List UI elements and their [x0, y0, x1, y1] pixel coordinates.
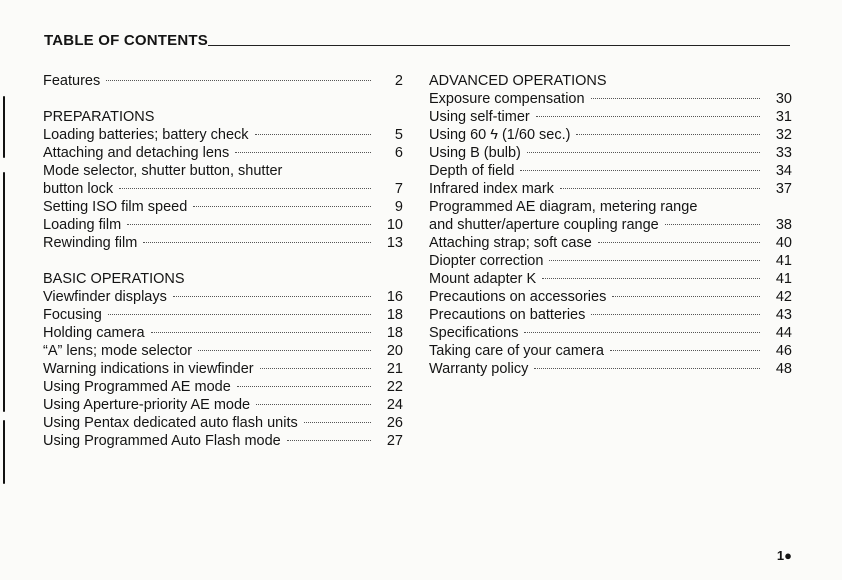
toc-entry-page: 43 — [775, 307, 792, 323]
toc-entry — [43, 72, 403, 90]
toc-entry-label: Infrared index mark — [429, 181, 554, 197]
toc-entry-label: Depth of field — [429, 163, 515, 179]
toc-entry — [43, 306, 403, 324]
toc-entry-label: Diopter correction — [429, 253, 544, 269]
toc-entry-label: Focusing — [43, 307, 102, 323]
toc-entry — [43, 234, 403, 252]
leader-dots — [260, 368, 371, 369]
toc-entry — [43, 216, 403, 234]
toc-entry-page: 44 — [775, 325, 792, 341]
leader-dots — [108, 314, 371, 315]
leader-dots — [255, 134, 371, 135]
toc-entry-label: Taking care of your camera — [429, 343, 604, 359]
leader-dots — [598, 242, 760, 243]
toc-entry-label: Using Programmed Auto Flash mode — [43, 433, 281, 449]
toc-entry-page: 26 — [386, 415, 403, 431]
leader-dots — [143, 242, 371, 243]
binding-mark-top — [3, 96, 5, 158]
toc-entry-label: Warranty policy — [429, 361, 529, 377]
toc-entry — [429, 144, 792, 162]
toc-entry-page: 6 — [394, 145, 403, 161]
section-heading-label: ADVANCED OPERATIONS — [429, 73, 607, 89]
toc-entry-label: Specifications — [429, 325, 519, 341]
toc-entry-label: Holding camera — [43, 325, 145, 341]
toc-entry — [429, 252, 792, 270]
toc-entry — [43, 324, 403, 342]
toc-entry — [43, 288, 403, 306]
toc-entry — [43, 198, 403, 216]
toc-entry-text — [43, 162, 403, 180]
leader-dots — [173, 296, 371, 297]
toc-entry-label: Exposure compensation — [429, 91, 585, 107]
toc-entry-label: Using 60 ϟ (1/60 sec.) — [429, 127, 571, 143]
section-heading-label: PREPARATIONS — [43, 109, 155, 125]
toc-entry-page: 41 — [775, 253, 792, 269]
left-column — [43, 72, 403, 450]
toc-entry — [429, 180, 792, 198]
toc-entry — [429, 360, 792, 378]
section-heading-label: BASIC OPERATIONS — [43, 271, 185, 287]
toc-entry — [429, 288, 792, 306]
toc-entry-page: 42 — [775, 289, 792, 305]
toc-entry — [43, 180, 403, 198]
leader-dots — [520, 170, 760, 171]
toc-entry-label: Setting ISO film speed — [43, 199, 188, 215]
toc-entry-label: Using Aperture-priority AE mode — [43, 397, 251, 413]
leader-dots — [237, 386, 371, 387]
toc-entry-page: 37 — [775, 181, 792, 197]
toc-entry — [429, 234, 792, 252]
toc-entry-page: 31 — [775, 109, 792, 125]
binding-mark-middle — [3, 172, 5, 412]
toc-entry-page: 5 — [394, 127, 403, 143]
toc-entry-label: Mount adapter K — [429, 271, 537, 287]
leader-dots — [235, 152, 371, 153]
toc-entry-page: 27 — [386, 433, 403, 449]
toc-entry-page: 24 — [386, 397, 403, 413]
toc-entry — [43, 432, 403, 450]
toc-entry-page: 16 — [386, 289, 403, 305]
leader-dots — [256, 404, 371, 405]
leader-dots — [198, 350, 371, 351]
toc-entry-page: 38 — [775, 217, 792, 233]
leader-dots — [542, 278, 760, 279]
leader-dots — [591, 98, 760, 99]
section-gap — [43, 90, 403, 108]
toc-entry-page: 46 — [775, 343, 792, 359]
toc-entry — [429, 108, 792, 126]
leader-dots — [304, 422, 371, 423]
toc-entry-label: Using Pentax dedicated auto flash units — [43, 415, 298, 431]
toc-entry — [429, 162, 792, 180]
leader-dots — [576, 134, 760, 135]
toc-entry — [43, 414, 403, 432]
toc-entry — [43, 378, 403, 396]
toc-entry — [429, 306, 792, 324]
toc-entry-page: 33 — [775, 145, 792, 161]
leader-dots — [119, 188, 371, 189]
toc-entry-label: Precautions on accessories — [429, 289, 607, 305]
toc-entry-label: Using Programmed AE mode — [43, 379, 231, 395]
toc-entry — [43, 360, 403, 378]
toc-entry-label: Loading batteries; battery check — [43, 127, 249, 143]
toc-entry-label: Programmed AE diagram, metering range — [429, 199, 698, 215]
title-row — [44, 32, 790, 49]
toc-entry-label: Mode selector, shutter button, shutter — [43, 163, 283, 179]
toc-entry-page: 20 — [386, 343, 403, 359]
toc-entry-label: Rewinding film — [43, 235, 138, 251]
leader-dots — [591, 314, 760, 315]
toc-entry-page: 18 — [386, 325, 403, 341]
toc-entry-page: 41 — [775, 271, 792, 287]
leader-dots — [106, 80, 371, 81]
toc-entry-page: 10 — [386, 217, 403, 233]
toc-entry-page: 34 — [775, 163, 792, 179]
toc-entry — [429, 324, 792, 342]
toc-entry-label: Using B (bulb) — [429, 145, 521, 161]
section-heading — [429, 72, 792, 90]
toc-entry-page: 48 — [775, 361, 792, 377]
leader-dots — [536, 116, 760, 117]
toc-entry-page: 32 — [775, 127, 792, 143]
toc-entry-text — [429, 198, 792, 216]
toc-entry-label: Using self-timer — [429, 109, 530, 125]
leader-dots — [534, 368, 760, 369]
toc-entry-label: Attaching and detaching lens — [43, 145, 230, 161]
section-gap — [43, 252, 403, 270]
binding-mark-bottom — [3, 420, 5, 484]
leader-dots — [127, 224, 371, 225]
toc-entry-label: Features — [43, 73, 101, 89]
title-rule — [208, 45, 790, 46]
page-number: 1● — [776, 548, 792, 563]
toc-entry-page: 22 — [386, 379, 403, 395]
leader-dots — [665, 224, 760, 225]
toc-entry-page: 2 — [394, 73, 403, 89]
toc-entry — [43, 342, 403, 360]
toc-entry-label: Viewfinder displays — [43, 289, 167, 305]
leader-dots — [549, 260, 760, 261]
toc-entry — [429, 342, 792, 360]
toc-entry-page: 13 — [386, 235, 403, 251]
toc-entry-label: Precautions on batteries — [429, 307, 586, 323]
toc-entry-label: Attaching strap; soft case — [429, 235, 592, 251]
section-heading — [43, 108, 403, 126]
toc-entry-label: button lock — [43, 181, 114, 197]
leader-dots — [193, 206, 371, 207]
toc-entry-page: 21 — [386, 361, 403, 377]
leader-dots — [610, 350, 760, 351]
leader-dots — [524, 332, 760, 333]
section-heading — [43, 270, 403, 288]
toc-entry-label: Loading film — [43, 217, 122, 233]
toc-entry — [429, 270, 792, 288]
toc-entry-page: 40 — [775, 235, 792, 251]
leader-dots — [151, 332, 371, 333]
toc-entry-page: 7 — [394, 181, 403, 197]
leader-dots — [527, 152, 760, 153]
toc-entry — [43, 396, 403, 414]
toc-entry-label: and shutter/aperture coupling range — [429, 217, 659, 233]
toc-entry — [429, 216, 792, 234]
leader-dots — [287, 440, 371, 441]
toc-entry — [43, 144, 403, 162]
toc-entry — [429, 126, 792, 144]
toc-entry-page: 18 — [386, 307, 403, 323]
toc-entry — [429, 90, 792, 108]
leader-dots — [612, 296, 760, 297]
toc-entry-label: “A” lens; mode selector — [43, 343, 193, 359]
toc-entry-page: 9 — [394, 199, 403, 215]
page-title: TABLE OF CONTENTS — [44, 32, 208, 49]
toc-entry-page: 30 — [775, 91, 792, 107]
right-column — [429, 72, 792, 378]
toc-entry-label: Warning indications in viewfinder — [43, 361, 254, 377]
leader-dots — [560, 188, 760, 189]
toc-entry — [43, 126, 403, 144]
